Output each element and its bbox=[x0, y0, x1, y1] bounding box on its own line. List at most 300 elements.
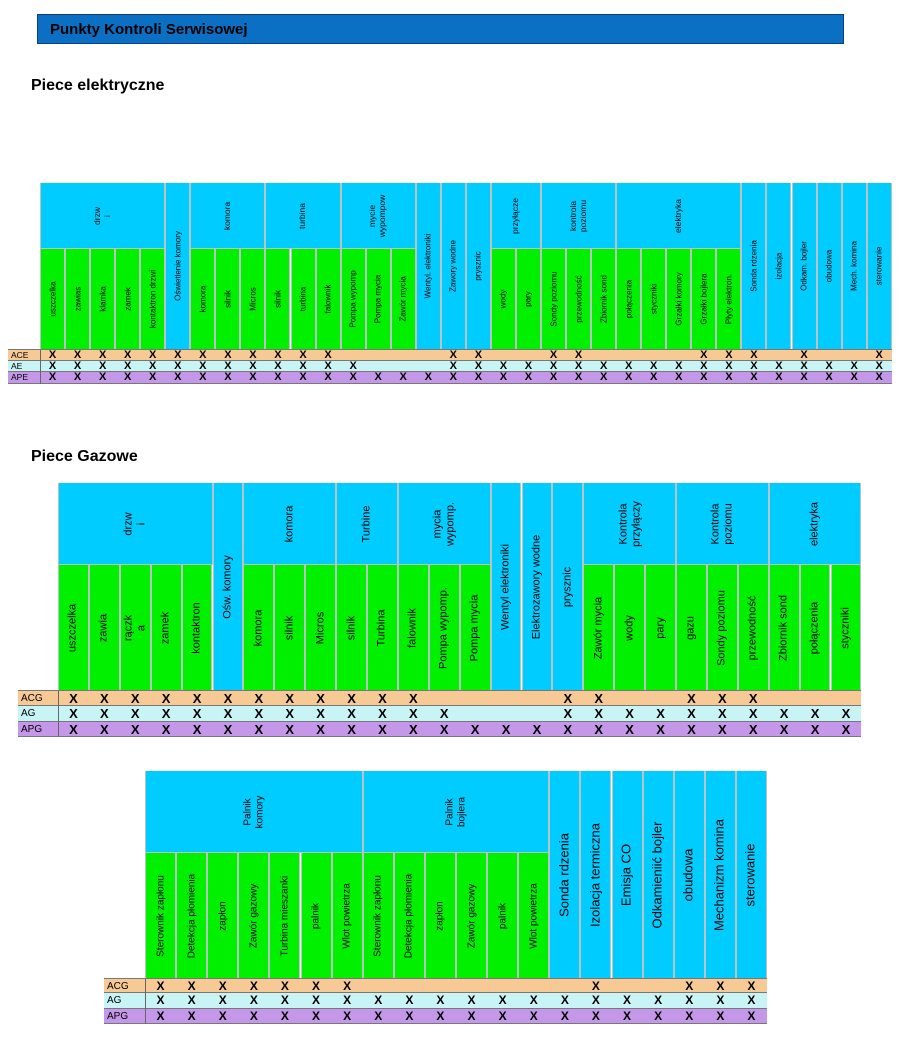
header-subcolumn bbox=[269, 853, 300, 978]
header-group bbox=[491, 183, 541, 249]
header-subcolumn bbox=[716, 249, 741, 349]
header-column bbox=[867, 183, 892, 349]
cell-mark: X bbox=[249, 359, 257, 372]
header-group-label: mycie wypompow bbox=[367, 194, 388, 237]
header-group bbox=[541, 183, 616, 249]
header-column bbox=[705, 771, 736, 978]
cell-mark: X bbox=[48, 371, 57, 383]
header-group-label: komora bbox=[221, 201, 232, 230]
cell-mark: X bbox=[130, 691, 140, 706]
cell-mark: X bbox=[48, 359, 57, 372]
header-subcolumn-label: wody bbox=[623, 614, 636, 641]
header-subcolumn-label: Sondy poziomu bbox=[716, 589, 729, 666]
cell-mark: X bbox=[591, 993, 600, 1008]
header-subcolumn-label: falownik bbox=[323, 284, 333, 314]
cell-mark: X bbox=[700, 349, 708, 361]
header-subcolumn-label: przewodność bbox=[573, 275, 583, 323]
cell-mark: X bbox=[449, 371, 457, 383]
header-subcolumn-label: zamek bbox=[159, 611, 172, 644]
cell-mark: X bbox=[223, 705, 233, 721]
header-subcolumn-label: Zbiornik sond bbox=[777, 594, 790, 661]
cell-mark: X bbox=[623, 1008, 632, 1023]
cell-mark: X bbox=[875, 371, 883, 383]
header-group-label: Palnik bojlera bbox=[444, 796, 467, 827]
header-subcolumn bbox=[176, 853, 207, 978]
cell-mark: X bbox=[409, 705, 418, 721]
header-subcolumn bbox=[691, 249, 716, 349]
cell-mark: X bbox=[280, 993, 289, 1008]
header-column bbox=[165, 183, 190, 349]
header-subcolumn bbox=[305, 565, 336, 690]
header-group bbox=[190, 183, 265, 249]
header-group-label: drzw i bbox=[91, 206, 112, 225]
header-subcolumn bbox=[566, 249, 591, 349]
cell-mark: X bbox=[299, 359, 307, 372]
table-row bbox=[8, 372, 892, 384]
header-group bbox=[769, 483, 862, 565]
header-subcolumn bbox=[394, 853, 425, 978]
row-divider bbox=[58, 691, 59, 707]
header-subcolumn bbox=[707, 565, 738, 690]
header-subcolumn bbox=[666, 249, 691, 349]
table-row bbox=[104, 993, 767, 1008]
header-subcolumn bbox=[151, 565, 182, 690]
header-subcolumn bbox=[616, 249, 641, 349]
row-divider bbox=[145, 993, 146, 1008]
cell-mark: X bbox=[124, 371, 132, 383]
cell-mark: X bbox=[591, 1008, 600, 1023]
header-column-label: Sonda rdzenia bbox=[749, 240, 759, 292]
cell-mark: X bbox=[718, 705, 727, 721]
cell-mark: X bbox=[574, 349, 583, 361]
header-subcolumn bbox=[614, 565, 645, 690]
cell-mark: X bbox=[124, 359, 132, 372]
header-subcolumn bbox=[641, 249, 666, 349]
header-column-label: Odkamieniić bojler bbox=[649, 821, 665, 928]
header-subcolumn bbox=[583, 565, 614, 690]
header-subcolumn bbox=[367, 565, 398, 690]
header-column bbox=[736, 771, 767, 978]
header-subcolumn bbox=[800, 565, 831, 690]
cell-mark: X bbox=[347, 705, 356, 721]
cell-mark: X bbox=[436, 1008, 445, 1023]
cell-mark: X bbox=[187, 1008, 196, 1023]
header-group bbox=[583, 483, 676, 565]
cell-mark: X bbox=[574, 371, 583, 383]
cell-mark: X bbox=[100, 691, 109, 706]
header-subcolumn bbox=[516, 249, 541, 349]
cell-mark: X bbox=[800, 371, 808, 383]
cell-mark: X bbox=[69, 705, 78, 721]
cell-mark: X bbox=[324, 359, 332, 372]
cell-mark: X bbox=[347, 691, 356, 706]
cell-mark: X bbox=[725, 359, 733, 372]
header-column-label: sterowanie bbox=[874, 246, 884, 286]
cell-mark: X bbox=[687, 705, 696, 721]
header-subcolumn-label: Płyty elektron. bbox=[724, 273, 734, 325]
header-subcolumn bbox=[769, 565, 800, 690]
cell-mark: X bbox=[718, 691, 727, 706]
header-column-label: Zawory wodne bbox=[448, 239, 458, 293]
header-group bbox=[40, 183, 165, 249]
cell-mark: X bbox=[312, 979, 321, 993]
cell-mark: X bbox=[650, 371, 658, 383]
header-column-label: Oświetlenie komory bbox=[173, 231, 183, 301]
header-column-label: Izolacja termiczna bbox=[587, 822, 603, 927]
cell-mark: X bbox=[747, 993, 756, 1008]
cell-mark: X bbox=[748, 721, 758, 737]
cell-mark: X bbox=[378, 705, 387, 721]
row-label: AE bbox=[11, 360, 23, 371]
cell-mark: X bbox=[810, 721, 820, 737]
cell-mark: X bbox=[199, 359, 207, 372]
header-column-label: obudowa bbox=[824, 249, 834, 283]
cell-mark: X bbox=[405, 1008, 414, 1023]
header-subcolumn-label: kontaktron bbox=[190, 601, 203, 654]
header-subcolumn-label: Sondy poziomu bbox=[548, 271, 558, 327]
page-title: Punkty Kontroli Serwisowej bbox=[50, 21, 248, 38]
cell-mark: X bbox=[192, 705, 202, 721]
cell-mark: X bbox=[149, 359, 157, 372]
cell-mark: X bbox=[687, 721, 696, 737]
header-subcolumn-label: Zawór mycia bbox=[592, 596, 605, 659]
header-subcolumn bbox=[738, 565, 769, 690]
cell-mark: X bbox=[374, 1008, 383, 1023]
header-subcolumn bbox=[831, 565, 862, 690]
header-subcolumn bbox=[190, 249, 215, 349]
header-column bbox=[741, 183, 766, 349]
cell-mark: X bbox=[199, 371, 207, 383]
header-subcolumn-label: pary bbox=[654, 616, 667, 639]
header-subcolumn bbox=[274, 565, 305, 690]
cell-mark: X bbox=[529, 1008, 538, 1023]
header-subcolumn-label: przewodność bbox=[746, 595, 759, 660]
cell-mark: X bbox=[625, 721, 634, 737]
table-row bbox=[18, 722, 861, 738]
cell-mark: X bbox=[654, 993, 663, 1008]
header-group bbox=[341, 183, 416, 249]
cell-mark: X bbox=[192, 721, 202, 737]
cell-mark: X bbox=[192, 691, 202, 706]
header-column bbox=[580, 771, 611, 978]
cell-mark: X bbox=[343, 979, 352, 993]
cell-mark: X bbox=[156, 993, 165, 1008]
header-subcolumn-label: Turbina mieszanki bbox=[279, 875, 291, 956]
header-subcolumn-label: Pompa wypomp bbox=[348, 270, 358, 328]
cell-mark: X bbox=[312, 1008, 321, 1023]
header-column bbox=[842, 183, 867, 349]
header-subcolumn bbox=[301, 853, 332, 978]
header-column-label: sterowanie bbox=[742, 843, 758, 906]
header-group-label: mycia wypomp. bbox=[431, 501, 457, 546]
cell-mark: X bbox=[625, 359, 633, 372]
header-column bbox=[612, 771, 643, 978]
cell-mark: X bbox=[409, 691, 418, 706]
row-divider bbox=[58, 706, 59, 722]
cell-mark: X bbox=[69, 691, 78, 706]
cell-mark: X bbox=[810, 705, 820, 721]
header-subcolumn-label: wody bbox=[498, 289, 508, 309]
cell-mark: X bbox=[156, 979, 165, 993]
cell-mark: X bbox=[599, 359, 608, 372]
row-label: AG bbox=[21, 707, 36, 719]
cell-mark: X bbox=[343, 993, 352, 1008]
header-subcolumn bbox=[336, 565, 367, 690]
cell-mark: X bbox=[149, 371, 157, 383]
header-column-label: Ośw. komory bbox=[221, 554, 234, 619]
cell-mark: X bbox=[599, 371, 608, 383]
row-label: APE bbox=[11, 372, 29, 382]
cell-mark: X bbox=[499, 359, 508, 372]
cell-mark: X bbox=[594, 721, 604, 737]
cell-mark: X bbox=[249, 979, 258, 993]
cell-mark: X bbox=[316, 721, 325, 737]
header-group-label: Kontrola przyłączy bbox=[617, 500, 642, 547]
header-subcolumn-label: pary bbox=[523, 291, 533, 307]
cell-mark: X bbox=[685, 1008, 694, 1023]
header-subcolumn-label: turbina bbox=[298, 286, 308, 312]
header-subcolumn-label: rączk a bbox=[122, 614, 148, 641]
header-subcolumn-label: zawia bbox=[98, 613, 111, 642]
header-subcolumn bbox=[429, 565, 460, 690]
header-subcolumn-label: Pompa mycia bbox=[468, 594, 481, 661]
cell-mark: X bbox=[654, 1008, 663, 1023]
cell-mark: X bbox=[299, 371, 307, 383]
header-subcolumn bbox=[120, 565, 151, 690]
header-subcolumn-label: Pompa wypomp. bbox=[437, 586, 450, 669]
cell-mark: X bbox=[725, 349, 733, 361]
header-subcolumn-label: klamka bbox=[98, 286, 108, 312]
header-column-label: Wentyl. elektroniki bbox=[423, 233, 433, 299]
header-subcolumn bbox=[89, 565, 120, 690]
cell-mark: X bbox=[149, 349, 157, 361]
header-subcolumn-label: zawias bbox=[72, 286, 82, 312]
cell-mark: X bbox=[73, 371, 82, 383]
header-subcolumn bbox=[425, 853, 456, 978]
cell-mark: X bbox=[718, 721, 727, 737]
header-subcolumn bbox=[332, 853, 363, 978]
header-column bbox=[766, 183, 791, 349]
header-column-label: prysznic bbox=[561, 566, 574, 607]
cell-mark: X bbox=[324, 371, 332, 383]
cell-mark: X bbox=[199, 349, 207, 361]
cell-mark: X bbox=[875, 359, 883, 372]
cell-mark: X bbox=[378, 691, 387, 706]
header-subcolumn bbox=[391, 249, 416, 349]
header-subcolumn bbox=[115, 249, 140, 349]
header-subcolumn-label: Zawór mycia bbox=[398, 276, 408, 322]
cell-mark: X bbox=[560, 993, 569, 1008]
cell-mark: X bbox=[316, 705, 325, 721]
header-subcolumn bbox=[145, 853, 176, 978]
cell-mark: X bbox=[374, 371, 382, 383]
header-column bbox=[466, 183, 491, 349]
cell-mark: X bbox=[474, 349, 483, 361]
header-subcolumn-label: Wlot powietrza bbox=[341, 882, 353, 949]
cell-mark: X bbox=[187, 979, 196, 993]
header-subcolumn bbox=[676, 565, 707, 690]
row-divider bbox=[145, 979, 146, 994]
cell-mark: X bbox=[280, 979, 289, 993]
cell-mark: X bbox=[98, 349, 107, 361]
header-subcolumn-label: kontaktron drzwi bbox=[148, 269, 158, 329]
cell-mark: X bbox=[378, 721, 387, 737]
cell-mark: X bbox=[343, 1008, 352, 1023]
header-group bbox=[616, 183, 741, 249]
cell-mark: X bbox=[312, 993, 321, 1008]
header-subcolumn bbox=[541, 249, 566, 349]
cell-mark: X bbox=[174, 371, 182, 383]
header-subcolumn bbox=[207, 853, 238, 978]
header-subcolumn-label: uszczelka bbox=[67, 603, 80, 652]
header-subcolumn-label: Detekcja płomienia bbox=[403, 873, 415, 958]
header-column bbox=[552, 483, 583, 690]
header-group-label: elektryka bbox=[672, 198, 683, 233]
header-subcolumn bbox=[243, 565, 274, 690]
cell-mark: X bbox=[747, 979, 756, 993]
row-label: APG bbox=[107, 1010, 129, 1022]
header-subcolumn-label: silnik bbox=[273, 290, 283, 308]
cell-mark: X bbox=[800, 359, 808, 372]
header-subcolumn bbox=[238, 853, 269, 978]
cell-mark: X bbox=[274, 349, 282, 361]
cell-mark: X bbox=[750, 371, 758, 383]
cell-mark: X bbox=[501, 721, 511, 737]
header-subcolumn-label: zapłon bbox=[434, 900, 446, 931]
cell-mark: X bbox=[825, 359, 833, 372]
header-column bbox=[643, 771, 674, 978]
cell-mark: X bbox=[130, 721, 140, 737]
cell-mark: X bbox=[285, 705, 295, 721]
header-subcolumn-label: silnik bbox=[283, 615, 296, 640]
header-subcolumn-label: Micros bbox=[248, 287, 258, 311]
header-group-label: turbina bbox=[297, 202, 308, 229]
header-subcolumn-label: połączenia bbox=[624, 279, 634, 319]
cell-mark: X bbox=[274, 371, 282, 383]
cell-mark: X bbox=[594, 691, 604, 706]
header-group bbox=[363, 771, 550, 853]
header-column bbox=[674, 771, 705, 978]
cell-mark: X bbox=[467, 1008, 476, 1023]
header-subcolumn bbox=[398, 565, 429, 690]
header-column-label: Odkam. bojler bbox=[799, 241, 809, 291]
header-subcolumn bbox=[456, 853, 487, 978]
header-subcolumn-label: gazu bbox=[685, 615, 698, 640]
cell-mark: X bbox=[563, 721, 573, 737]
cell-mark: X bbox=[747, 1008, 756, 1023]
header-column-label: Mechanizm komina bbox=[711, 818, 727, 931]
cell-mark: X bbox=[249, 371, 257, 383]
header-subcolumn-label: Zawór gazowy bbox=[248, 883, 260, 948]
cell-mark: X bbox=[73, 349, 82, 361]
cell-mark: X bbox=[174, 359, 182, 372]
cell-mark: X bbox=[700, 371, 708, 383]
cell-mark: X bbox=[650, 359, 658, 372]
row-divider bbox=[40, 361, 41, 373]
cell-mark: X bbox=[850, 359, 858, 372]
cell-mark: X bbox=[498, 1008, 507, 1023]
row-label: AG bbox=[107, 995, 122, 1007]
header-subcolumn bbox=[645, 565, 676, 690]
cell-mark: X bbox=[249, 349, 257, 361]
cell-mark: X bbox=[779, 721, 789, 737]
cell-mark: X bbox=[625, 705, 634, 721]
header-subcolumn-label: palnik bbox=[310, 902, 322, 929]
header-column-label: Sonda rdzenia bbox=[556, 832, 572, 917]
header-group-label: Kontrola poziomu bbox=[709, 502, 735, 545]
cell-mark: X bbox=[409, 721, 418, 737]
header-column-label: izolacja bbox=[774, 252, 784, 280]
header-column-label: Mech. komina bbox=[849, 241, 859, 291]
header-subcolumn bbox=[215, 249, 240, 349]
header-column bbox=[441, 183, 466, 349]
header-group-label: komora bbox=[283, 505, 296, 542]
header-subcolumn-label: styczniki bbox=[649, 283, 659, 315]
table-row bbox=[104, 978, 767, 993]
header-subcolumn bbox=[491, 249, 516, 349]
cell-mark: X bbox=[130, 705, 140, 721]
cell-mark: X bbox=[675, 359, 683, 372]
cell-mark: X bbox=[299, 349, 307, 361]
cell-mark: X bbox=[529, 993, 538, 1008]
header-subcolumn-label: palnik bbox=[496, 902, 508, 929]
cell-mark: X bbox=[563, 705, 573, 721]
cell-mark: X bbox=[224, 349, 232, 361]
header-subcolumn bbox=[591, 249, 616, 349]
cell-mark: X bbox=[524, 359, 533, 372]
header-subcolumn bbox=[518, 853, 549, 978]
header-group bbox=[58, 483, 213, 565]
cell-mark: X bbox=[675, 371, 683, 383]
cell-mark: X bbox=[218, 979, 227, 993]
header-subcolumn-label: silnik bbox=[223, 290, 233, 308]
header-subcolumn-label: Micros bbox=[314, 611, 327, 644]
header-subcolumn-label: Grzałki komory bbox=[674, 272, 684, 326]
header-subcolumn-label: komora bbox=[252, 609, 265, 646]
cell-mark: X bbox=[436, 993, 445, 1008]
cell-mark: X bbox=[524, 371, 533, 383]
cell-mark: X bbox=[750, 349, 758, 361]
header-subcolumn-label: uszczelka bbox=[47, 281, 57, 317]
header-subcolumn bbox=[316, 249, 341, 349]
header-subcolumn bbox=[90, 249, 115, 349]
header-column bbox=[491, 483, 522, 690]
header-subcolumn-label: Sterownik zapłonu bbox=[372, 874, 384, 957]
header-subcolumn-label: Turbina bbox=[376, 609, 389, 646]
cell-mark: X bbox=[254, 705, 264, 721]
title-banner bbox=[37, 14, 844, 44]
cell-mark: X bbox=[449, 359, 457, 372]
cell-mark: X bbox=[474, 359, 483, 372]
cell-mark: X bbox=[560, 1008, 569, 1023]
row-label: ACG bbox=[21, 693, 43, 704]
cell-mark: X bbox=[187, 993, 196, 1008]
cell-mark: X bbox=[98, 371, 107, 383]
cell-mark: X bbox=[316, 691, 325, 706]
cell-mark: X bbox=[748, 705, 758, 721]
header-subcolumn bbox=[265, 249, 290, 349]
header-group bbox=[676, 483, 769, 565]
cell-mark: X bbox=[850, 371, 858, 383]
cell-mark: X bbox=[716, 979, 725, 993]
cell-mark: X bbox=[750, 359, 758, 372]
cell-mark: X bbox=[775, 359, 783, 372]
header-subcolumn bbox=[341, 249, 366, 349]
cell-mark: X bbox=[532, 721, 542, 737]
table-row bbox=[104, 1009, 767, 1024]
cell-mark: X bbox=[467, 993, 476, 1008]
section-title-gas: Piece Gazowe bbox=[31, 448, 138, 465]
